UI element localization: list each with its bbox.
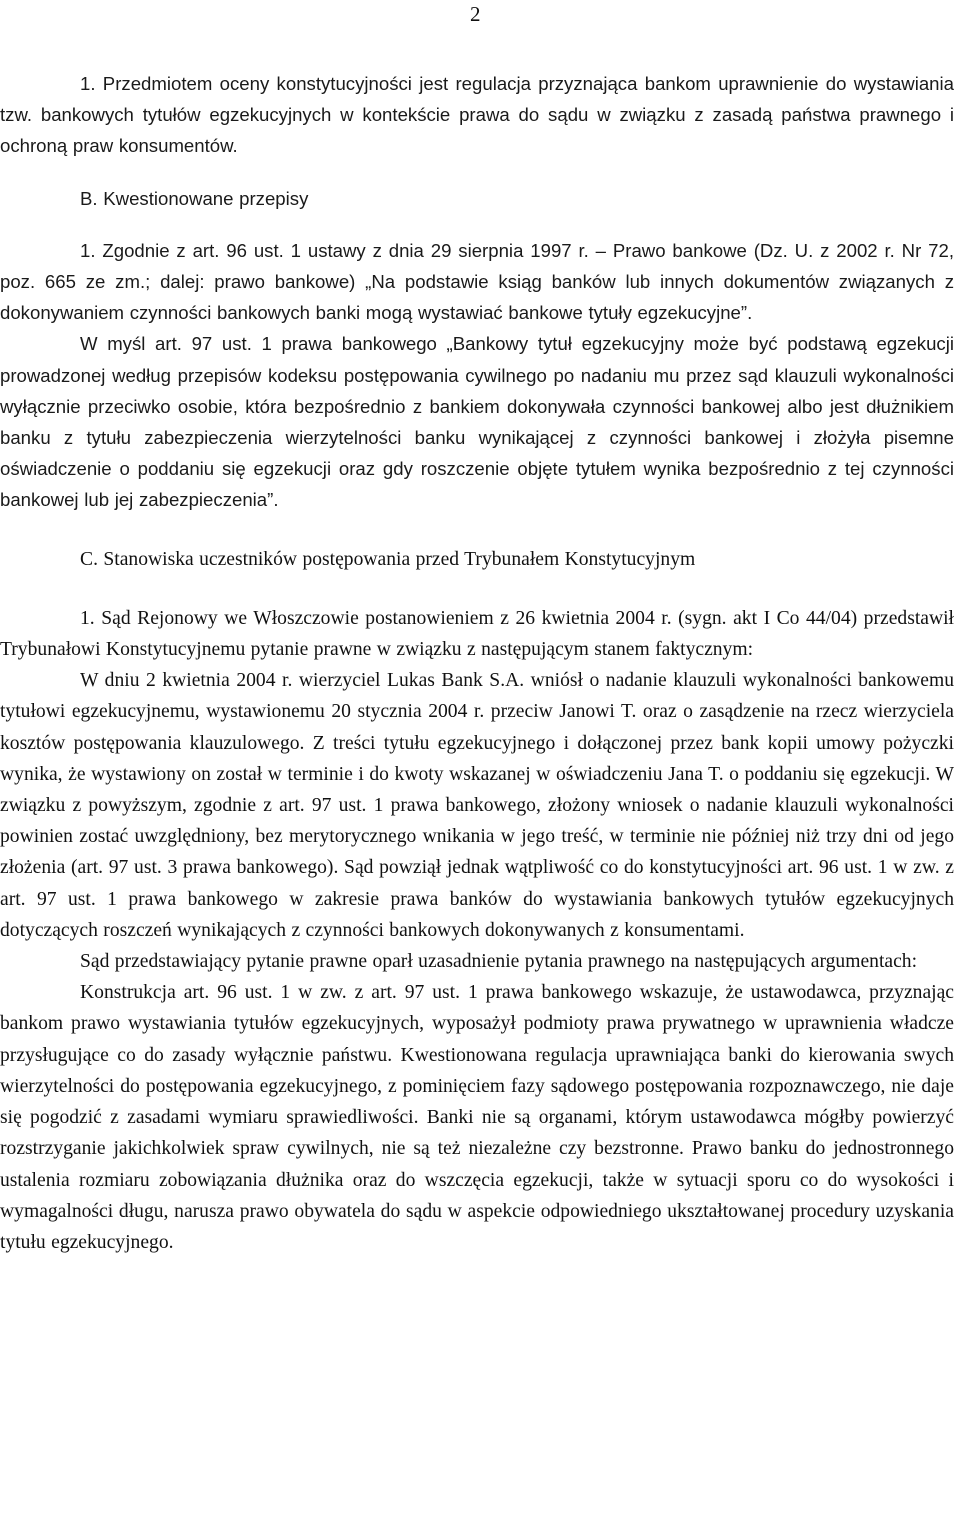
section-heading-c: C. Stanowiska uczestników postępowania przed Trybunałem Konstytucyjnym bbox=[80, 548, 696, 570]
paragraph-arguments: Konstrukcja art. 96 ust. 1 w zw. z art. 97 ust. 1 prawa bankowego wskazuje, że ustawodawca, przyznając bankom prawo wystawiania tytułów egzekucyjnych, wyposażył podmioty prawa prywatnego w uprawnienia władcze przysługujące co do zasady wyłącznie państwu. Kwestionowana regulacja uprawniająca banki do kierowania swych wierzytelności do postępowania egzekucyjnego, z pominięciem fazy sądowego postępowania rozpoznawczego, nie daje się pogodzić z zasadami wymiaru sprawiedliwości. Banki nie są organami, którym ustawodawca mógłby powierzyć rozstrzyganie jakichkolwiek spraw cywilnych, nie są też niezależne czy bezstronne. Prawo banku do jednostronnego ustalenia rozmiaru zobowiązania dłużnika oraz do wszczęcia egzekucji, także w sytuacji sporu co do wysokości i wymagalności długu, narusza prawo obywatela do sądu w aspekcie odpowiedniego ukształtowanej procedury uzyskania tytułu egzekucyjnego. bbox=[0, 982, 954, 1253]
paragraph-facts: W dniu 2 kwietnia 2004 r. wierzyciel Lukas Bank S.A. wniósł o nadanie klauzuli wykonalności bankowemu tytułowi egzekucyjnemu, wystawionemu 20 stycznia 2004 r. przeciw Janowi T. oraz o zasądzenie na rzecz wierzyciela kosztów postępowania klauzulowego. Z treści tytułu egzekucyjnego i dołączonej przez bank kopii umowy pożyczki wynika, że wystawiony on został w terminie i do kwoty wskazanej w oświadczeniu Jana T. o poddaniu się egzekucji. W związku z powyższym, zgodnie z art. 97 ust. 1 prawa bankowego, złożony wniosek o nadanie klauzuli wykonalności powinien zostać uwzględniony, bez merytorycznego wnikania w jego treść, w terminie nie później niż trzy dni od jego złożenia (art. 97 ust. 3 prawa bankowego). Sąd powziął jednak wątpliwość co do konstytucyjności art. 96 ust. 1 w zw. z art. 97 ust. 1 prawa bankowego w zakresie prawa banków do wystawiania bankowych tytułów egzekucyjnych dotyczących roszczeń wynikających z czynności bankowych dokonywanych z konsumentami. bbox=[0, 670, 954, 941]
paragraph-art97: W myśl art. 97 ust. 1 prawa bankowego „Bankowy tytuł egzekucyjny może być podstawą egzekucji prowadzonej według przepisów kodeksu postępowania cywilnego po nadaniu mu przez sąd klauzuli wykonalności wyłącznie przeciwko osobie, która bezpośrednio z bankiem dokonywała czynności bankowej albo jest dłużnikiem banku z tytułu zabezpieczenia wierzytelności banku wynikającej z czynności bankowej i złożyła pisemne oświadczenie o poddaniu się egzekucji oraz gdy roszczenie objęte tytułem wynika bezpośrednio z tej czynności bankowej lub jej zabezpieczenia”. bbox=[0, 333, 954, 511]
document-body bbox=[0, 68, 954, 1258]
paragraph-arguments-intro: Sąd przedstawiający pytanie prawne oparł uzasadnienie pytania prawnego na następujących argumentach: bbox=[80, 951, 918, 973]
section-heading-b: B. Kwestionowane przepisy bbox=[80, 187, 309, 209]
page-number: 2 bbox=[470, 2, 481, 26]
paragraph-art96: 1. Zgodnie z art. 96 ust. 1 ustawy z dnia 29 sierpnia 1997 r. – Prawo bankowe (Dz. U. z 2002 r. Nr 72, poz. 665 ze zm.; dalej: prawo bankowe) „Na podstawie ksiąg banków lub innych dokumentów związanych z dokonywaniem czynności bankowych banki mogą wystawiać bankowe tytuły egzekucyjne”. bbox=[0, 239, 954, 324]
paragraph-court-question: 1. Sąd Rejonowy we Włoszczowie postanowieniem z 26 kwietnia 2004 r. (sygn. akt I Co 44/04) przedstawił Trybunałowi Konstytucyjnemu pytanie prawne w związku z następującym stanem faktycznym: bbox=[0, 607, 954, 661]
paragraph-subject: 1. Przedmiotem oceny konstytucyjności jest regulacja przyznająca bankom uprawnienie do wystawiania tzw. bankowych tytułów egzekucyjnych w kontekście prawa do sądu w związku z zasadą państwa prawnego i ochroną praw konsumentów. bbox=[0, 73, 954, 157]
